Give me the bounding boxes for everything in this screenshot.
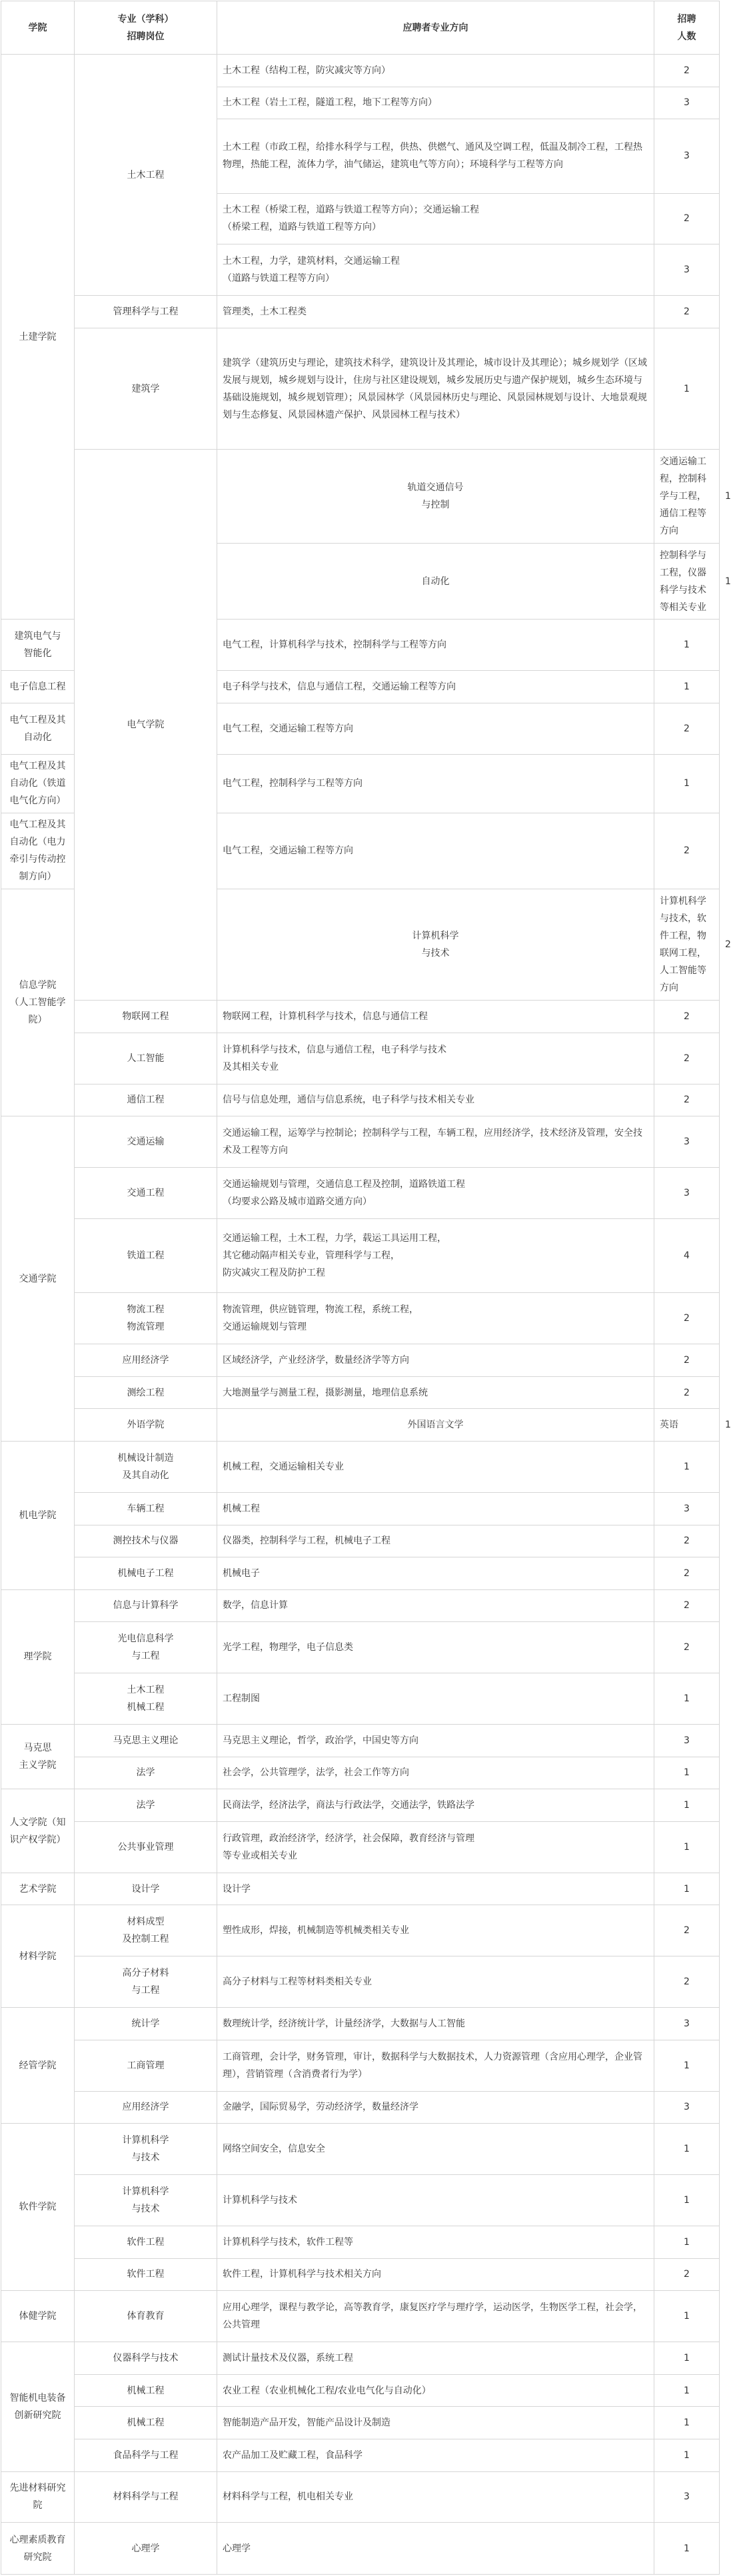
- direction-cell: 农业工程（农业机械化工程/农业电气化与自动化）: [217, 2374, 654, 2407]
- table-row: [1, 1873, 720, 1905]
- count-cell: 1: [654, 1873, 720, 1905]
- major-cell: 电气工程及其 自动化: [1, 703, 75, 754]
- table-row: [1, 1376, 720, 1409]
- header-major: 专业（学科） 招聘岗位: [75, 1, 217, 55]
- direction-cell: 电气工程，交通运输工程等方向: [217, 703, 654, 754]
- count-cell: 1: [654, 2040, 720, 2091]
- direction-cell: 土木工程（桥梁工程，道路与铁道工程等方向）；交通运输工程 （桥梁工程，道路与铁道工程等方向）: [217, 193, 654, 244]
- count-cell: 2: [654, 1344, 720, 1377]
- major-cell: 马克思主义理论: [75, 1725, 217, 1757]
- college-cell: 智能机电装备 创新研究院: [1, 2342, 75, 2471]
- major-cell: 法学: [75, 1789, 217, 1822]
- direction-cell: 智能制造产品开发，智能产品设计及制造: [217, 2407, 654, 2439]
- direction-cell: 交通运输工程，运筹学与控制论；控制科学与工程，车辆工程，应用经济学，技术经济及管理，安全技术及工程等方向: [217, 1116, 654, 1168]
- direction-cell: 设计学: [217, 1873, 654, 1905]
- table-row: [1, 328, 720, 449]
- direction-cell: 工程制图: [217, 1673, 654, 1725]
- count-cell: 3: [654, 119, 720, 193]
- major-cell: 心理学: [75, 2523, 217, 2575]
- count-cell: 2: [654, 1001, 720, 1033]
- major-cell: 设计学: [75, 1873, 217, 1905]
- direction-cell: 工商管理，会计学，财务管理，审计，数据科学与大数据技术，人力资源管理（含应用心理学，企业管理），营销管理（含消费者行为学）: [217, 2040, 654, 2091]
- major-cell: 软件工程: [75, 2258, 217, 2291]
- major-cell: 计算机科学 与技术: [217, 889, 654, 1001]
- major-cell: 电气工程及其自动化（铁道电气化方向）: [1, 754, 75, 813]
- direction-cell: 高分子材料与工程等材料类相关专业: [217, 1956, 654, 2008]
- count-cell: 1: [654, 2175, 720, 2226]
- table-header-row: [1, 1, 720, 55]
- major-cell: 建筑学: [75, 328, 217, 449]
- major-cell: 材料科学与工程: [75, 2471, 217, 2523]
- count-cell: 1: [654, 328, 720, 449]
- direction-cell: 马克思主义理论，哲学，政治学，中国史等方向: [217, 1725, 654, 1757]
- count-cell: 2: [654, 1622, 720, 1673]
- table-row: [1, 2175, 720, 2226]
- direction-cell: 电气工程，计算机科学与技术，控制科学与工程等方向: [217, 620, 654, 671]
- table-row: [1, 296, 720, 328]
- direction-cell: 交通运输工程，土木工程，力学，载运工具运用工程， 其它穗动隔声相关专业，管理科学与工程， 防灾减灾工程及防护工程: [217, 1219, 654, 1293]
- major-cell: 计算机科学 与技术: [75, 2175, 217, 2226]
- major-cell: 食品科学与工程: [75, 2439, 217, 2471]
- major-cell: 通信工程: [75, 1084, 217, 1116]
- major-cell: 机械电子工程: [75, 1557, 217, 1590]
- college-cell: 心理素质教育 研究院: [1, 2523, 75, 2575]
- major-cell: 机械工程: [75, 2407, 217, 2439]
- college-cell: 体健学院: [1, 2291, 75, 2342]
- count-cell: 2: [654, 193, 720, 244]
- direction-cell: 数理统计学，经济统计学，计量经济学，大数据与人工智能: [217, 2008, 654, 2040]
- table-row: [1, 1344, 720, 1377]
- count-cell: 1: [654, 1673, 720, 1725]
- count-cell: 3: [654, 2471, 720, 2523]
- count-cell: 3: [654, 2091, 720, 2124]
- table-body: [1, 55, 731, 2575]
- major-cell: 电气工程及其 自动化（电力牵引与传动控制方向）: [1, 813, 75, 889]
- direction-cell: 土木工程（岩土工程，隧道工程，地下工程等方向）: [217, 87, 654, 119]
- table-row: [1, 2291, 720, 2342]
- direction-cell: 机械电子: [217, 1557, 654, 1590]
- major-cell: 交通运输: [75, 1116, 217, 1168]
- major-cell: 光电信息科学 与工程: [75, 1622, 217, 1673]
- direction-cell: 应用心理学，课程与教学论，高等教育学，康复医疗学与理疗学，运动医学，生物医学工程，社会学，公共管理: [217, 2291, 654, 2342]
- direction-cell: 软件工程，计算机科学与技术相关方向: [217, 2258, 654, 2291]
- table-row: [1, 2374, 720, 2407]
- direction-cell: 计算机科学与技术，软件工程等: [217, 2226, 654, 2259]
- major-cell: 土木工程 机械工程: [75, 1673, 217, 1725]
- count-cell: 2: [654, 1905, 720, 1956]
- table-row: [1, 2091, 720, 2124]
- count-cell: 4: [654, 1219, 720, 1293]
- count-cell: 2: [654, 1557, 720, 1590]
- major-cell: 仪器科学与技术: [75, 2342, 217, 2375]
- table-row: 外语学院 外国语言文学 英语 1: [1, 1409, 720, 1442]
- direction-cell: 心理学: [217, 2523, 654, 2575]
- count-cell: 2: [654, 813, 720, 889]
- direction-cell: 金融学，国际贸易学，劳动经济学，数量经济学: [217, 2091, 654, 2124]
- table-row: [1, 2342, 720, 2375]
- count-cell: 1: [654, 2291, 720, 2342]
- college-cell: 电气学院: [75, 450, 217, 1001]
- college-cell: 先进材料研究 院: [1, 2471, 75, 2523]
- table-row: [1, 1589, 720, 1622]
- table-row: [1, 1622, 720, 1673]
- college-cell: 理学院: [1, 1589, 75, 1724]
- college-cell: 外语学院: [75, 1409, 217, 1442]
- major-cell: 交通工程: [75, 1168, 217, 1219]
- major-cell: 轨道交通信号 与控制: [217, 450, 654, 544]
- direction-cell: 区域经济学，产业经济学，数量经济学等方向: [217, 1344, 654, 1377]
- college-cell: 信息学院 （人工智能学院）: [1, 889, 75, 1116]
- count-cell: 1: [654, 1757, 720, 1789]
- college-cell: 材料学院: [1, 1905, 75, 2008]
- major-cell: 外国语言文学: [217, 1409, 654, 1442]
- major-cell: 铁道工程: [75, 1219, 217, 1293]
- table-row: [1, 1956, 720, 2008]
- count-cell: 2: [654, 1376, 720, 1409]
- count-cell: 3: [654, 1492, 720, 1525]
- direction-cell: 社会学，公共管理学，法学，社会工作等方向: [217, 1757, 654, 1789]
- college-cell: 经管学院: [1, 2008, 75, 2124]
- table-row: [1, 2124, 720, 2175]
- direction-cell: 英语: [654, 1409, 720, 1442]
- direction-cell: 材料科学与工程，机电相关专业: [217, 2471, 654, 2523]
- table-row: [1, 1293, 720, 1344]
- major-cell: 物联网工程: [75, 1001, 217, 1033]
- major-cell: 自动化: [217, 543, 654, 619]
- major-cell: 测绘工程: [75, 1376, 217, 1409]
- count-cell: 1: [654, 1442, 720, 1493]
- recruitment-table: [1, 1, 731, 2575]
- count-cell: 1: [654, 754, 720, 813]
- table-row: [1, 1525, 720, 1557]
- major-cell: 统计学: [75, 2008, 217, 2040]
- count-cell: 3: [654, 244, 720, 296]
- count-cell: 3: [654, 1168, 720, 1219]
- direction-cell: 网络空间安全，信息安全: [217, 2124, 654, 2175]
- count-cell: 1: [654, 2342, 720, 2375]
- direction-cell: 光学工程，物理学，电子信息类: [217, 1622, 654, 1673]
- count-cell: 1: [654, 2439, 720, 2471]
- count-cell: 1: [654, 1821, 720, 1873]
- table-row: [1, 1116, 720, 1168]
- direction-cell: 计算机科学与技术，信息与通信工程，电子科学与技术 及其相关专业: [217, 1033, 654, 1084]
- major-cell: 人工智能: [75, 1033, 217, 1084]
- table-row: 信息学院 （人工智能学院） 计算机科学 与技术 计算机科学与技术，软件工程，物联网工程，人工智能等方向 2: [1, 889, 720, 1001]
- count-cell: 3: [654, 1116, 720, 1168]
- count-cell: 2: [654, 1956, 720, 2008]
- major-cell: 物流工程 物流管理: [75, 1293, 217, 1344]
- college-cell: 软件学院: [1, 2124, 75, 2291]
- table-row: [1, 2258, 720, 2291]
- college-cell: 人文学院（知识产权学院）: [1, 1789, 75, 1873]
- major-cell: 法学: [75, 1757, 217, 1789]
- direction-cell: 数学，信息计算: [217, 1589, 654, 1622]
- table-row: [1, 2523, 720, 2575]
- direction-cell: 土木工程，力学，建筑材料，交通运输工程 （道路与铁道工程等方向）: [217, 244, 654, 296]
- header-college: 学院: [1, 1, 75, 55]
- table-row: [1, 1673, 720, 1725]
- major-cell: 测控技术与仪器: [75, 1525, 217, 1557]
- direction-cell: 物联网工程，计算机科学与技术，信息与通信工程: [217, 1001, 654, 1033]
- table-row: [1, 1033, 720, 1084]
- table-row: [1, 1492, 720, 1525]
- table-row: [1, 2008, 720, 2040]
- count-cell: 2: [654, 1525, 720, 1557]
- table-row: [1, 1757, 720, 1789]
- count-cell: 2: [654, 55, 720, 87]
- direction-cell: 控制科学与工程，仪器科学与技术等相关专业: [654, 543, 720, 619]
- direction-cell: 电子科学与技术，信息与通信工程，交通运输工程等方向: [217, 671, 654, 703]
- college-cell: 交通学院: [1, 1116, 75, 1442]
- major-cell: 电子信息工程: [1, 671, 75, 703]
- direction-cell: 民商法学，经济法学，商法与行政法学，交通法学，铁路法学: [217, 1789, 654, 1822]
- direction-cell: 机械工程: [217, 1492, 654, 1525]
- college-cell: 土建学院: [1, 55, 75, 620]
- table-row: [1, 2407, 720, 2439]
- college-cell: 机电学院: [1, 1442, 75, 1590]
- table-row: [1, 1084, 720, 1116]
- count-cell: 2: [654, 1084, 720, 1116]
- direction-cell: 农产品加工及贮藏工程，食品科学: [217, 2439, 654, 2471]
- table-row: [1, 1821, 720, 1873]
- major-cell: 材料成型 及控制工程: [75, 1905, 217, 1956]
- count-cell: 2: [654, 296, 720, 328]
- direction-cell: 信号与信息处理，通信与信息系统，电子科学与技术相关专业: [217, 1084, 654, 1116]
- direction-cell: 行政管理，政治经济学，经济学，社会保障，教育经济与管理 等专业或相关专业: [217, 1821, 654, 1873]
- count-cell: 2: [654, 1293, 720, 1344]
- major-cell: 公共事业管理: [75, 1821, 217, 1873]
- direction-cell: 土木工程（结构工程，防灾减灾等方向）: [217, 55, 654, 87]
- direction-cell: 交通运输工程，控制科学与工程，通信工程等方向: [654, 450, 720, 544]
- table-row: [1, 1001, 720, 1033]
- count-cell: 1: [654, 671, 720, 703]
- table-row: [1, 1789, 720, 1822]
- direction-cell: 物流管理，供应链管理，物流工程，系统工程， 交通运输规划与管理: [217, 1293, 654, 1344]
- table-row: [1, 1219, 720, 1293]
- direction-cell: 机械工程，交通运输相关专业: [217, 1442, 654, 1493]
- count-cell: 2: [654, 1033, 720, 1084]
- major-cell: 工商管理: [75, 2040, 217, 2091]
- direction-cell: 塑性成形，焊接，机械制造等机械类相关专业: [217, 1905, 654, 1956]
- direction-cell: 大地测量学与测量工程，摄影测量，地理信息系统: [217, 1376, 654, 1409]
- direction-cell: 建筑学（建筑历史与理论，建筑技术科学，建筑设计及其理论，城市设计及其理论）；城乡规划学（区域发展与规划，城乡规划与设计，住房与社区建设规划，城乡发展历史与遗产保护规划，城乡生态环境与基础设施规划，城乡规划管理）；风景园林学（风景园林历史与理论、风景园林规划与设计、大地景观规划与生态修复、风景园林遗产保护、风景园林工程与技术）: [217, 328, 654, 449]
- direction-cell: 交通运输规划与管理，交通信息工程及控制，道路铁道工程 （均要求公路及城市道路交通方向）: [217, 1168, 654, 1219]
- count-cell: 2: [654, 1589, 720, 1622]
- major-cell: 机械工程: [75, 2374, 217, 2407]
- count-cell: 3: [654, 2008, 720, 2040]
- college-cell: 艺术学院: [1, 1873, 75, 1905]
- direction-cell: 土木工程（市政工程，给排水科学与工程，供热、供燃气、通风及空调工程，低温及制冷工程，工程热物理，热能工程，流体力学，油气储运，建筑电气等方向）；环境科学与工程等方向: [217, 119, 654, 193]
- table-row: [1, 2471, 720, 2523]
- table-row: [1, 1557, 720, 1590]
- direction-cell: 计算机科学与技术，软件工程，物联网工程，人工智能等方向: [654, 889, 720, 1001]
- count-cell: 1: [654, 2124, 720, 2175]
- table-row: [1, 1168, 720, 1219]
- count-cell: 1: [654, 2407, 720, 2439]
- major-cell: 管理科学与工程: [75, 296, 217, 328]
- table-row: [1, 1905, 720, 1956]
- table-row: [1, 2439, 720, 2471]
- direction-cell: 管理类，土木工程类: [217, 296, 654, 328]
- header-count: 招聘 人数: [654, 1, 720, 55]
- table-row: 自动化 控制科学与工程，仪器科学与技术等相关专业 1: [1, 543, 720, 619]
- count-cell: 2: [654, 703, 720, 754]
- direction-cell: 电气工程，控制科学与工程等方向: [217, 754, 654, 813]
- table-row: [1, 2040, 720, 2091]
- major-cell: 高分子材料 与工程: [75, 1956, 217, 2008]
- count-cell: 1: [654, 1789, 720, 1822]
- header-direction: 应聘者专业方向: [217, 1, 654, 55]
- major-cell: 机械设计制造 及其自动化: [75, 1442, 217, 1493]
- count-cell: 2: [654, 2258, 720, 2291]
- count-cell: 1: [654, 2523, 720, 2575]
- major-cell: 计算机科学 与技术: [75, 2124, 217, 2175]
- table-row: [1, 2226, 720, 2259]
- major-cell: 信息与计算科学: [75, 1589, 217, 1622]
- major-cell: 建筑电气与 智能化: [1, 620, 75, 671]
- direction-cell: 电气工程，交通运输工程等方向: [217, 813, 654, 889]
- count-cell: 3: [654, 1725, 720, 1757]
- direction-cell: 测试计量技术及仪器，系统工程: [217, 2342, 654, 2375]
- major-cell: 软件工程: [75, 2226, 217, 2259]
- major-cell: 体育教育: [75, 2291, 217, 2342]
- direction-cell: 计算机科学与技术: [217, 2175, 654, 2226]
- count-cell: 1: [654, 620, 720, 671]
- table-row: [1, 55, 720, 87]
- direction-cell: 仪器类，控制科学与工程，机械电子工程: [217, 1525, 654, 1557]
- college-cell: 马克思 主义学院: [1, 1725, 75, 1789]
- count-cell: 1: [654, 2374, 720, 2407]
- table-row: [1, 1725, 720, 1757]
- count-cell: 3: [654, 87, 720, 119]
- major-cell: 应用经济学: [75, 2091, 217, 2124]
- table-row: 电气学院 轨道交通信号 与控制 交通运输工程，控制科学与工程，通信工程等方向 1: [1, 450, 720, 544]
- count-cell: 1: [654, 2226, 720, 2259]
- major-cell: 土木工程: [75, 55, 217, 296]
- table-row: [1, 1442, 720, 1493]
- major-cell: 应用经济学: [75, 1344, 217, 1377]
- major-cell: 车辆工程: [75, 1492, 217, 1525]
